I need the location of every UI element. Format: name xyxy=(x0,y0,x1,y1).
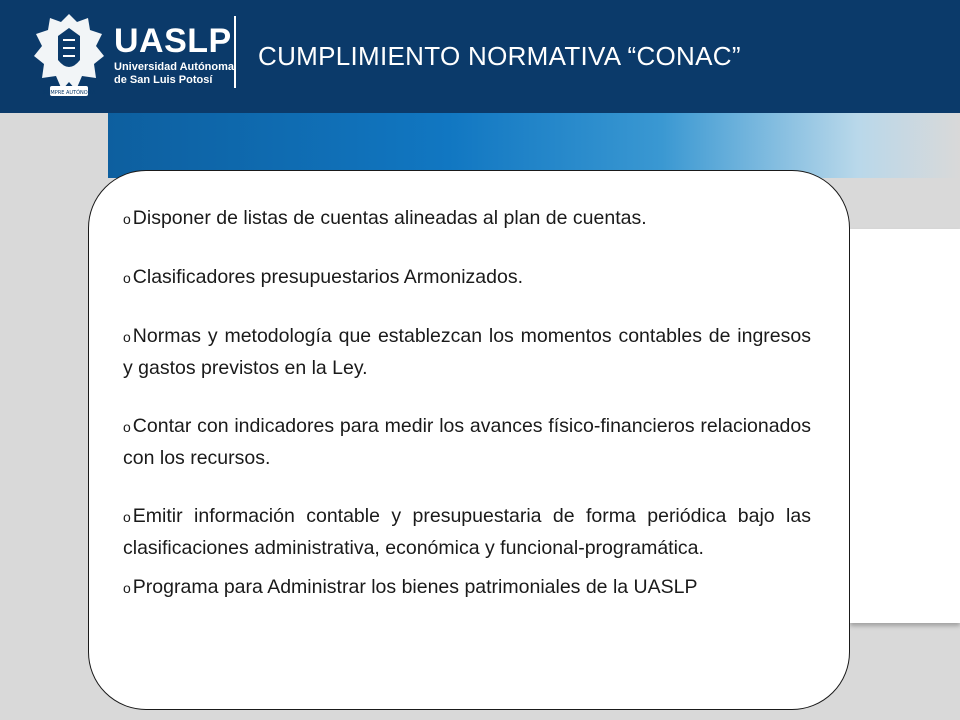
right-white-panel xyxy=(850,229,960,623)
bullet-marker: o xyxy=(123,419,131,435)
svg-text:SIEMPRE AUTÓNOMA: SIEMPRE AUTÓNOMA xyxy=(42,90,96,96)
list-item xyxy=(123,572,811,604)
header-bar xyxy=(0,0,960,113)
brand-subtitle-line1: Universidad Autónoma xyxy=(114,61,234,73)
list-item-text: Contar con indicadores para medir los avances físico-financieros relacionados con los recursos. xyxy=(123,415,811,469)
bullet-marker: o xyxy=(123,580,131,596)
list-item-text: Programa para Administrar los bienes patrimoniales de la UASLP xyxy=(132,576,698,598)
bullet-marker: o xyxy=(123,329,131,345)
list-item-text: Disponer de listas de cuentas alineadas al plan de cuentas. xyxy=(132,207,647,229)
list-item xyxy=(123,411,811,474)
list-item xyxy=(123,203,811,235)
gradient-accent-bar xyxy=(108,113,960,178)
brand-subtitle-line2: de San Luis Potosí xyxy=(114,74,213,86)
bullet-marker: o xyxy=(123,211,131,227)
list-item-text: Emitir información contable y presupuestaria de forma periódica bajo las clasificaciones administrativa, económica y funcional-programática. xyxy=(123,505,811,559)
list-item xyxy=(123,501,811,564)
header-divider xyxy=(234,16,236,88)
list-item-text: Clasificadores presupuestarios Armonizados. xyxy=(132,266,523,288)
bullet-marker: o xyxy=(123,270,131,286)
bullet-marker: o xyxy=(123,509,131,525)
page-title: CUMPLIMIENTO NORMATIVA “CONAC” xyxy=(258,41,741,71)
list-item-text: Normas y metodología que establezcan los momentos contables de ingresos y gastos previstos en la Ley. xyxy=(123,325,811,379)
list-item xyxy=(123,321,811,384)
content-box xyxy=(88,170,850,710)
list-item xyxy=(123,262,811,294)
brand-block xyxy=(114,24,234,87)
brand-name: UASLP xyxy=(114,22,232,60)
uaslp-seal-logo xyxy=(30,10,108,100)
